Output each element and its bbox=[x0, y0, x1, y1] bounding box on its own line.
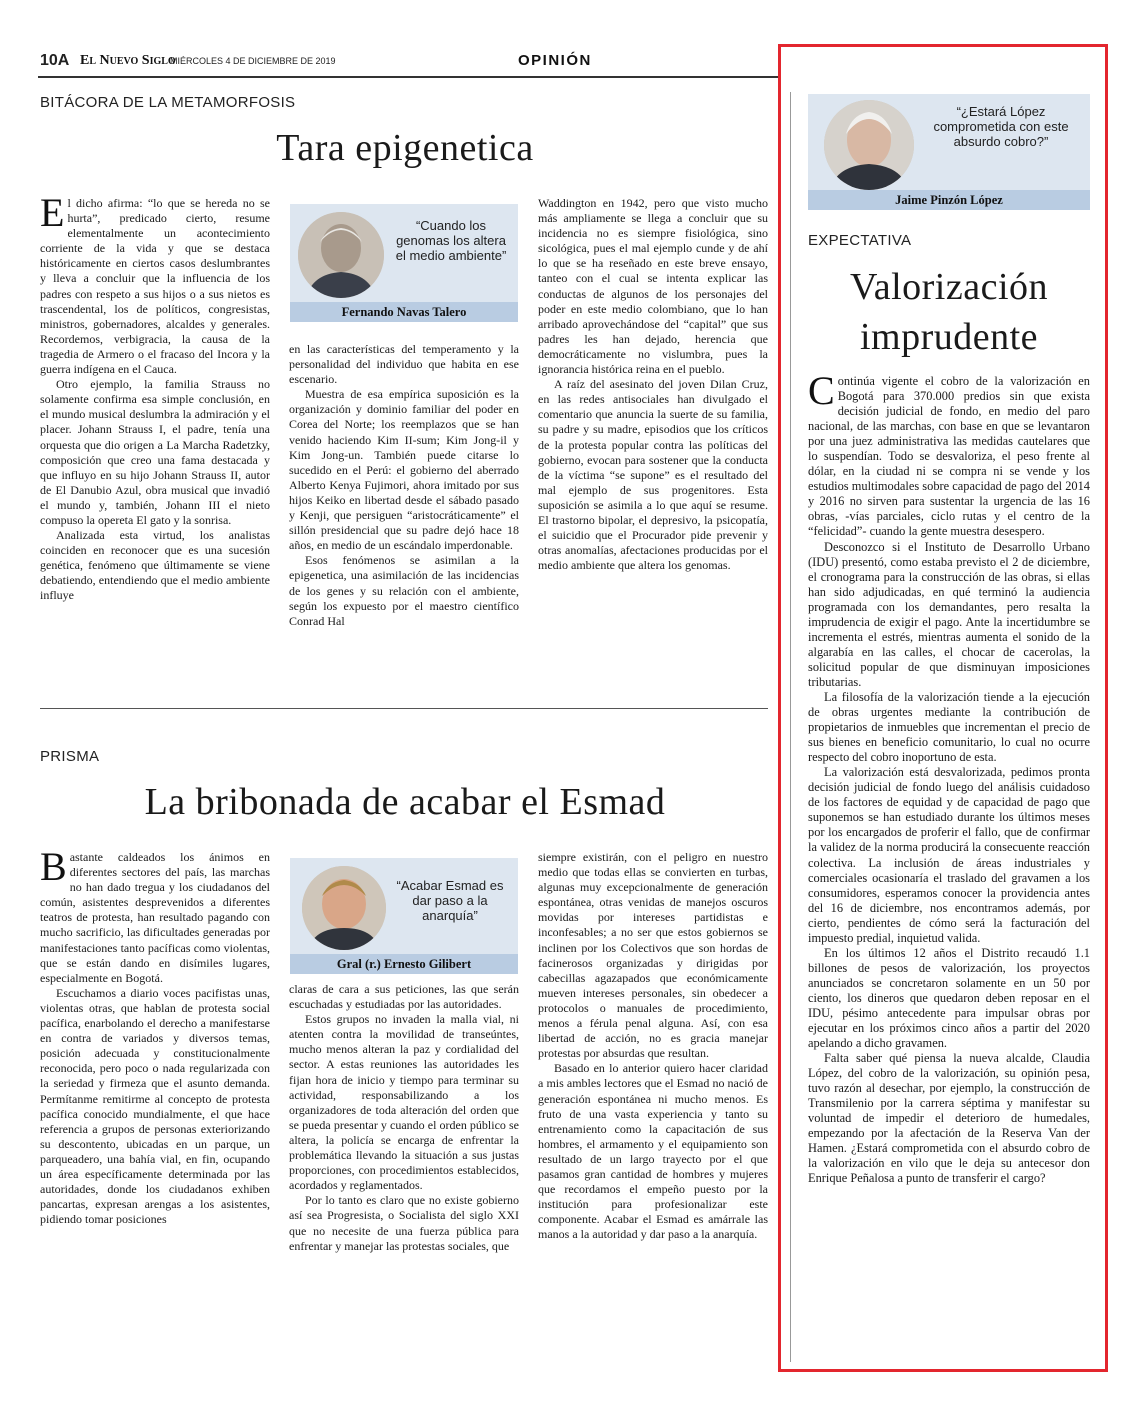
article3-paragraph: La valorización está desvalorizada, pedimos pronta decisión judicial de fondo luego del análisis cuidadoso de los factores de equidad y de capacidad de pago que suponemos se han estudiado durante los últimos meses por los encargados de proferir el fallo, que de confirmar la validez de la norma producirá la consecuente reacción colectiva. La inclusión de áreas industriales y comerciales ocasionaría el traslado del gravamen a los consumidores, esperamos conocer la providencia antes del 16 de diciembre, nos encontramos además, por cierto, pendientes de cómo será la facturación del impuesto predial, inquietud valida. bbox=[808, 765, 1090, 945]
article3-text: ontinúa vigente el cobro de la valorización en Bogotá para 370.000 predios sin que exista decisión judicial de fondo, en medio del paro nacional, de las marchas, con base en que se levantaron por una juez administrativa las medidas cautelares que lo suspendían. Todo se desvaloriza, el peso frente al dólar, en la ciudad ni se compra ni se vende y los estudios multimodales sobre capacidad de pago del 2014 y 2016 no sirven para sustentar la urgencia de las 16 obras, -vías parciales, ciclo rutas y el centro de la “felicidad”- cuando la gente muestra desespero. bbox=[808, 374, 1090, 539]
article1-author-box bbox=[290, 204, 518, 322]
article2-dropcap: B bbox=[40, 850, 67, 889]
article3-author-name: Jaime Pinzón López bbox=[808, 190, 1090, 210]
article3-kicker: EXPECTATIVA bbox=[808, 232, 912, 249]
article1-paragraph: Muestra de esa empírica suposición es la organización y dominio familiar del poder en Corea del Norte; los reemplazos que se han venido haciendo Kim II-sum; Kim Jong-il y Kim Jong-un. También puede citarse lo sucedido en el Perú: el gobierno del aberrado Alberto Kenya Fujimori, ahora imitado por sus hijos Keiko en libertad desde el sábado pasado y Kenji, que persiguen “aristocráticamente” el sillón presidencial que su padre dejó hace 18 años, en medio de un escándalo imperdonable. bbox=[289, 387, 519, 553]
article3-pull-quote: “¿Estará López comprometida con este absurdo cobro?” bbox=[933, 104, 1069, 149]
article2-headline: La bribonada de acabar el Esmad bbox=[144, 781, 666, 823]
article2-paragraph: siempre existirán, con el peligro en nuestro medio que todas ellas se convierten en turbas, algunas muy excepcionalmente de generación espontánea, otras venidas de manejos oscuros movidas por intereses partidistas e inconfesables; a no ser que estos gobiernos se inclinen por los Colectivos que son hordas de facinerosos organizadas y dirigidas por cabecillas agazapados que económicamente mueven intereses personales, sin obedecer a protocolos o manuales de procedimiento, menos a férula penal alguna. Así, con esa libertad de acción, no es gracia manejar protestas por absurdas que resultan. bbox=[538, 850, 768, 1061]
article2-kicker: PRISMA bbox=[40, 748, 100, 765]
article3-paragraph: En los últimos 12 años el Distrito recaudó 1.1 billones de pesos de valorización, los proyectos anunciados se concretaron solamente en un 50 por ciento, los dineros que quedaron deben reposar en el IDU, pésimo antecedente para impulsar obras por ejecutar en los próximos cinco años a partir del 2020 apelando a dicho gravamen. bbox=[808, 945, 1090, 1051]
section-divider bbox=[40, 708, 768, 709]
article2-text: astante caldeados los ánimos en diferentes sectores del país, las marchas no han dado tregua y los ciudadanos del común, asistentes desprevenidos a diferentes teatros de protesta, han resultado pagando con mucho sacrificio, las dificultades generadas por manifestaciones tanto pacíficas como violentas, que se están dando en disímiles lugares, especialmente en Bogotá. bbox=[40, 850, 270, 985]
article1-paragraph: en las características del temperamento y la personalidad del individuo que habita en ese escenario. bbox=[289, 342, 519, 387]
article2-paragraph: claras de cara a sus peticiones, las que serán escuchadas y estudiadas por las autoridades. bbox=[289, 982, 519, 1012]
article2-paragraph: Por lo tanto es claro que no existe gobierno así sea Progresista, o Socialista del siglo XXI que no necesite de una fuerza pública para enfrentar y manejar las protestas sociales, que bbox=[289, 1193, 519, 1253]
article3-dropcap: C bbox=[808, 374, 835, 413]
article3-paragraph: Desconozco si el Instituto de Desarrollo Urbano (IDU) presentó, como estaba previsto el 2 de diciembre, el cronograma para la construcción de las obras, si ellas han sido adjudicadas, en qué terminó la audiencia programada con los demandantes, pero resalta la imprudencia de exigir el pago. Ante la incertidumbre se incrementa el estrés, mientras aumenta el sonido de la algarabía en las calles, el chocar de cacerolas, la solicitud popular de que disminuyan imposiciones tributarias. bbox=[808, 539, 1090, 689]
author-portrait-photo bbox=[302, 866, 386, 950]
article1-column-3 bbox=[538, 196, 768, 706]
article1-pull-quote: “Cuando los genomas los altera el medio ambiente” bbox=[395, 218, 507, 263]
author-portrait-photo bbox=[298, 212, 384, 298]
article3-paragraph bbox=[808, 374, 1090, 540]
article1-dropcap: E bbox=[40, 196, 65, 235]
article1-column-1 bbox=[40, 196, 270, 706]
article1-paragraph: Esos fenómenos se asimilan a la epigenetica, una asimilación de las incidencias de los genes y su relación con el ambiente, según los expuesto por el maestro científico Conrad Hal bbox=[289, 553, 519, 628]
article1-paragraph: A raíz del asesinato del joven Dilan Cruz, en las redes antisociales han divulgado el comentario que anuncia la suerte de su familia, su padre y su madre, episodios que los críticos de la protesta popular contra las políticas del gobierno, evocan para sostener que la conducta de la víctima “se supone” es el resultado del mal ejemplo de sus progenitores. Esta suposición se asimila a lo que aquí se resume. El trastorno bipolar, el depresivo, la psicopatía, el suicidio que el Procurador pide prevenir y otras anomalías, afectaciones producidas por el medio ambiente que altera los genomas. bbox=[538, 377, 768, 573]
article2-column-3 bbox=[538, 850, 768, 1346]
article1-headline: Tara epigenetica bbox=[276, 127, 534, 169]
article3-paragraph: La filosofía de la valorización tiende a la ejecución de obras urgentes mediante la contribución de propietarios de inmuebles que incrementan el precio de sus bienes en beneficio comunitario, lo cual no ocurre respecto del cobro inoportuno de esta. bbox=[808, 689, 1090, 765]
article2-column-2 bbox=[289, 982, 519, 1346]
article1-column-2 bbox=[289, 342, 519, 706]
article1-paragraph: Analizada esta virtud, los analistas coinciden en reconocer que es una sucesión genética, fenómeno que últimamente se viene debatiendo, entendiendo que el medio ambiente influye bbox=[40, 528, 270, 603]
article2-pull-quote: “Acabar Esmad es dar paso a la anarquía” bbox=[396, 878, 504, 923]
newspaper-name: El Nuevo Siglo bbox=[80, 53, 176, 68]
article3-body bbox=[808, 374, 1090, 1360]
article2-paragraph: Escuchamos a diario voces pacifistas unas, violentas otras, que hablan de protesta social pacífica, enarbolando el derecho a manifestarse en contra de variados y diversos temas, posición adecuada y constitucionalmente reconocida, pero poco o nada regularizada con la seriedad y firmeza que el asunto demanda. Permítanme remitirme al concepto de protesta pacífica conocido mundialmente, el que hace referencia a grupos de personas exteriorizando su descontento, ubicadas en un parque, un parqueadero, una bahía vial, en fin, ocupando un área específicamente determinada por las autoridades, donde los ciudadanos exhiben pancartas, expresan arengas a los asistentes, pidiendo tomar posiciones bbox=[40, 985, 270, 1227]
article2-paragraph: Basado en lo anterior quiero hacer claridad a mis ambles lectores que el Esmad no nació de generación espontánea ni mucho menos. Es fruto de una vasta experiencia y tanto su entrenamiento como la capacitación de sus hombres, el armamento y el equipamiento son resultado de un largo trayecto por el que pasamos gran cantidad de hombres y mujeres que recordamos el empeño puesto por la institución para profesionalizar este componente. Acabar el Esmad es amárrale las manos a la autoridad y dar paso a la anarquía. bbox=[538, 1061, 768, 1242]
article1-paragraph: Otro ejemplo, la familia Strauss no solamente confirma esa simple conclusión, en el mundo musical deslumbra la admiración y el placer. Johann Strauss I, el padre, tenía una orquesta que dio origen a La Marcha Radetzky, composición que creo una fama destacada y que influyo en su hijo Johann Strauss II, autor de El Danubio Azul, obra musical que invadió el mundo y, también, Johann III el nieto compuso la opereta El gato y la sonrisa. bbox=[40, 377, 270, 527]
article3-headline: Valorización imprudente bbox=[849, 266, 1049, 358]
author-portrait-photo bbox=[824, 100, 914, 190]
page-number: 10A bbox=[40, 52, 70, 69]
article2-paragraph bbox=[40, 850, 270, 986]
section-title: OPINIÓN bbox=[518, 52, 592, 69]
article1-text: l dicho afirma: “lo que se hereda no se hurta”, predicado cierto, resume elementalmente un acontecimiento corriente de la vida y que se destaca históricamente en ciertos casos deslumbrantes y lleva a concluir que la influencia de los padres con respeto a sus hijos o a sus nietos es trascendental, los de políticos, congresistas, ministros, gobernadores, alcaldes y generales. Recordemos, verbigracia, la causa de la tragedia de Armero o el fracaso del Incora y la guerra indígena en el Cauca. bbox=[40, 196, 270, 377]
article2-paragraph: Estos grupos no invaden la malla vial, ni atenten contra la movilidad de transeúntes, mucho menos alteran la paz y cordialidad del sector. A estas reuniones las autoridades les fijan hora de inicio y tiempo para terminar su actividad, responsabilizando a los organizadores de toda alteración del orden que se pueda presentar y cuando el orden público se altera, la policía se encarga de enfrentar la problemática llevando la situación a sus justas proporciones, con procedimientos establecidos, acordados y reglamentados. bbox=[289, 1012, 519, 1193]
article2-author-name: Gral (r.) Ernesto Gilibert bbox=[290, 954, 518, 974]
article1-paragraph bbox=[40, 196, 270, 377]
article3-paragraph: Falta saber qué piensa la nueva alcalde, Claudia López, del cobro de la valorización, su opinión pesa, tuvo razón al desechar, por ejemplo, la construcción de Transmilenio por la carrera séptima y manifestar su voluntad de impedir el deterioro de humedales, empezando por la afectación de la Reserva Van der Hamen. ¿Estará comprometida con el absurdo cobro de la valorización en vilo que le deja su antecesor don Enrique Peñalosa a punto de transferir el cargo? bbox=[808, 1051, 1090, 1186]
article3-author-box bbox=[808, 94, 1090, 210]
page-header bbox=[38, 50, 778, 78]
article2-author-box bbox=[290, 858, 518, 974]
article1-kicker: BITÁCORA DE LA METAMORFOSIS bbox=[40, 94, 296, 111]
article2-column-1 bbox=[40, 850, 270, 1346]
issue-date: MIÉRCOLES 4 DE DICIEMBRE DE 2019 bbox=[170, 56, 336, 66]
article1-author-name: Fernando Navas Talero bbox=[290, 302, 518, 322]
article1-paragraph: Waddington en 1942, pero que visto mucho más ampliamente se llega a concluir que su incidencia no es siempre fisiológica, sino sicológica, pues el mal ejemplo cunde y de ahí lo que se ha reseñado en este breve ensayo, tanteo con el cual se intenta explicar las conductas de algunos de los personajes del poder en este medio colombiano, que lo han arribado aprovechándose del “capital” que sus padres les han dejado, herencia que democráticamente no vislumbra, pues la ignorancia histórica reina en el pueblo. bbox=[538, 196, 768, 377]
column-rule bbox=[790, 92, 791, 1362]
